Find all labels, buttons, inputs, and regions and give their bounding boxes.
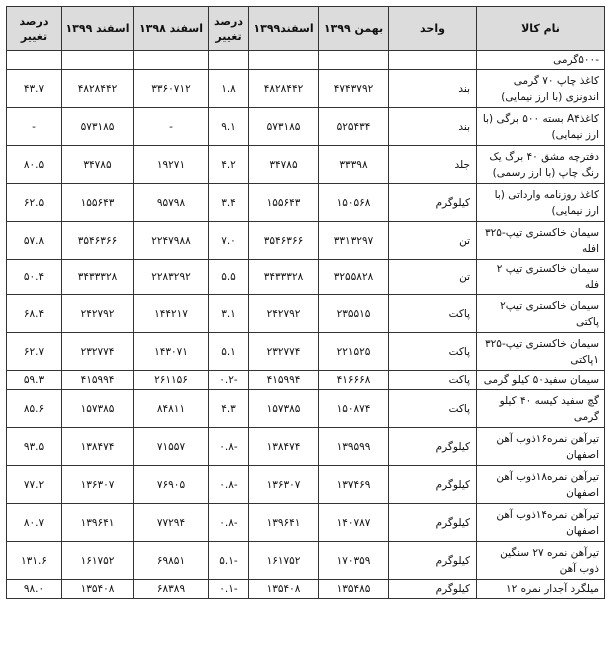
cell-esfand-1399-b: ۱۳۵۴۰۸ — [62, 580, 134, 599]
table-row — [7, 371, 605, 390]
cell-bahman-1399: ۱۷۰۳۵۹ — [319, 542, 389, 580]
cell-esfand-1398: ۹۵۷۹۸ — [134, 184, 209, 222]
cell-bahman-1399: ۳۳۱۳۲۹۷ — [319, 222, 389, 260]
cell-esfand-1398: ۱۴۴۲۱۷ — [134, 295, 209, 333]
cell-esfand-1399-a: ۴۸۲۸۴۴۲ — [249, 70, 319, 108]
cell-item-name: سیمان خاکستری تیپ ۲ فله — [477, 260, 605, 295]
cell-unit: جلد — [389, 146, 477, 184]
table-body — [7, 51, 605, 599]
table-row — [7, 504, 605, 542]
cell-percent-change-yearly: ۸۰.۷ — [7, 504, 62, 542]
table-row — [7, 295, 605, 333]
cell-bahman-1399: ۲۲۱۵۲۵ — [319, 333, 389, 371]
cell-percent-change-monthly: -۰.۸ — [209, 428, 249, 466]
price-table-container — [6, 6, 604, 599]
cell-percent-change-yearly: ۸۰.۵ — [7, 146, 62, 184]
price-change-table — [6, 6, 605, 599]
cell-percent-change-yearly: ۷۷.۲ — [7, 466, 62, 504]
header-row — [7, 7, 605, 51]
header-percent-change-monthly: درصد تغییر — [209, 7, 249, 51]
cell-esfand-1399-b: ۱۳۸۴۷۴ — [62, 428, 134, 466]
cell-percent-change-monthly: -۰.۸ — [209, 504, 249, 542]
cell-percent-change-yearly: ۵۷.۸ — [7, 222, 62, 260]
cell-bahman-1399: ۱۳۹۵۹۹ — [319, 428, 389, 466]
cell-percent-change-yearly: ۹۳.۵ — [7, 428, 62, 466]
cell-unit: کیلوگرم — [389, 580, 477, 599]
header-esfand-1398: اسفند ۱۳۹۸ — [134, 7, 209, 51]
cell-esfand-1398: ۳۳۶۰۷۱۲ — [134, 70, 209, 108]
cell-bahman-1399: ۱۳۵۴۸۵ — [319, 580, 389, 599]
cell-esfand-1399-b: ۴۱۵۹۹۴ — [62, 371, 134, 390]
cell-item-name: کاغذA۴ بسته ۵۰۰ برگی (با ارز نیمایی) — [477, 108, 605, 146]
cell-unit: پاکت — [389, 295, 477, 333]
cell-percent-change-monthly — [209, 51, 249, 70]
table-row — [7, 542, 605, 580]
cell-esfand-1398: ۷۷۲۹۴ — [134, 504, 209, 542]
cell-percent-change-yearly: ۱۳۱.۶ — [7, 542, 62, 580]
cell-unit: پاکت — [389, 371, 477, 390]
cell-unit: بند — [389, 108, 477, 146]
table-row — [7, 222, 605, 260]
table-row — [7, 428, 605, 466]
cell-unit: پاکت — [389, 390, 477, 428]
cell-esfand-1399-b: ۴۸۲۸۴۴۲ — [62, 70, 134, 108]
cell-esfand-1398: ۸۴۸۱۱ — [134, 390, 209, 428]
cell-item-name: تیرآهن نمره۱۶ذوب آهن اصفهان — [477, 428, 605, 466]
cell-esfand-1399-b: ۳۵۴۶۳۶۶ — [62, 222, 134, 260]
cell-item-name: گچ سفید کیسه ۴۰ کیلو گرمی — [477, 390, 605, 428]
cell-esfand-1399-b: ۳۴۳۳۳۲۸ — [62, 260, 134, 295]
cell-percent-change-yearly: ۵۹.۳ — [7, 371, 62, 390]
cell-esfand-1398: ۲۲۴۷۹۸۸ — [134, 222, 209, 260]
cell-esfand-1399-b: ۱۳۶۳۰۷ — [62, 466, 134, 504]
cell-unit — [389, 51, 477, 70]
cell-unit: کیلوگرم — [389, 466, 477, 504]
cell-unit: تن — [389, 222, 477, 260]
cell-bahman-1399: ۱۵۰۵۶۸ — [319, 184, 389, 222]
cell-esfand-1399-a: ۱۳۸۴۷۴ — [249, 428, 319, 466]
cell-percent-change-monthly: -۰.۱ — [209, 580, 249, 599]
cell-esfand-1399-a: ۳۴۳۳۳۲۸ — [249, 260, 319, 295]
table-row — [7, 108, 605, 146]
cell-percent-change-monthly: -۰.۸ — [209, 466, 249, 504]
cell-percent-change-yearly: ۸۵.۶ — [7, 390, 62, 428]
cell-esfand-1398: ۱۹۲۷۱ — [134, 146, 209, 184]
cell-bahman-1399: ۵۲۵۴۳۴ — [319, 108, 389, 146]
cell-esfand-1399-a: ۵۷۳۱۸۵ — [249, 108, 319, 146]
cell-esfand-1399-a: ۱۳۶۳۰۷ — [249, 466, 319, 504]
cell-esfand-1399-b: ۱۶۱۷۵۲ — [62, 542, 134, 580]
cell-esfand-1399-b: ۳۴۷۸۵ — [62, 146, 134, 184]
cell-esfand-1399-b: ۱۳۹۶۴۱ — [62, 504, 134, 542]
cell-item-name: میلگرد آجدار نمره ۱۲ — [477, 580, 605, 599]
cell-item-name: دفترچه مشق ۴۰ برگ یک رنگ چاپ (با ارز رسمی) — [477, 146, 605, 184]
cell-esfand-1399-a: ۱۵۷۳۸۵ — [249, 390, 319, 428]
cell-percent-change-monthly: ۵.۵ — [209, 260, 249, 295]
table-row — [7, 146, 605, 184]
cell-percent-change-yearly: ۴۳.۷ — [7, 70, 62, 108]
cell-item-name: سیمان خاکستری تیپ-۳۲۵ افله — [477, 222, 605, 260]
cell-bahman-1399: ۲۳۵۵۱۵ — [319, 295, 389, 333]
cell-bahman-1399: ۱۳۷۴۶۹ — [319, 466, 389, 504]
cell-bahman-1399: ۳۳۳۹۸ — [319, 146, 389, 184]
cell-esfand-1399-a: ۲۴۲۷۹۲ — [249, 295, 319, 333]
cell-item-name: تیرآهن نمره۱۸ذوب آهن اصفهان — [477, 466, 605, 504]
table-row — [7, 70, 605, 108]
cell-esfand-1398: ۶۸۳۸۹ — [134, 580, 209, 599]
header-item-name: نام کالا — [477, 7, 605, 51]
cell-percent-change-yearly: ۹۸.۰ — [7, 580, 62, 599]
header-percent-change-yearly: درصد تغییر — [7, 7, 62, 51]
cell-esfand-1399-a: ۳۵۴۶۳۶۶ — [249, 222, 319, 260]
cell-unit: کیلوگرم — [389, 428, 477, 466]
cell-unit: تن — [389, 260, 477, 295]
cell-percent-change-monthly: ۴.۳ — [209, 390, 249, 428]
table-row — [7, 580, 605, 599]
cell-percent-change-yearly: - — [7, 108, 62, 146]
table-row — [7, 260, 605, 295]
cell-esfand-1399-a: ۳۴۷۸۵ — [249, 146, 319, 184]
cell-unit: کیلوگرم — [389, 504, 477, 542]
cell-esfand-1398: ۲۶۱۱۵۶ — [134, 371, 209, 390]
cell-unit: بند — [389, 70, 477, 108]
cell-esfand-1398: ۱۴۳۰۷۱ — [134, 333, 209, 371]
cell-percent-change-monthly: -۵.۱ — [209, 542, 249, 580]
table-row — [7, 466, 605, 504]
cell-esfand-1399-a: ۲۳۲۷۷۴ — [249, 333, 319, 371]
cell-esfand-1398: ۷۶۹۰۵ — [134, 466, 209, 504]
cell-bahman-1399: ۴۱۶۶۶۸ — [319, 371, 389, 390]
header-esfand-1399-a: اسفند۱۳۹۹ — [249, 7, 319, 51]
cell-esfand-1399-b: ۲۳۲۷۷۴ — [62, 333, 134, 371]
cell-esfand-1399-b: ۲۴۲۷۹۲ — [62, 295, 134, 333]
cell-bahman-1399: ۳۲۵۵۸۲۸ — [319, 260, 389, 295]
cell-esfand-1399-a: ۱۶۱۷۵۲ — [249, 542, 319, 580]
cell-percent-change-yearly — [7, 51, 62, 70]
cell-unit: کیلوگرم — [389, 542, 477, 580]
cell-esfand-1399-a: ۱۵۵۶۴۳ — [249, 184, 319, 222]
cell-unit: پاکت — [389, 333, 477, 371]
cell-percent-change-monthly: ۴.۲ — [209, 146, 249, 184]
cell-esfand-1399-b: ۱۵۷۳۸۵ — [62, 390, 134, 428]
cell-esfand-1398: ۶۹۸۵۱ — [134, 542, 209, 580]
cell-esfand-1399-b: ۱۵۵۶۴۳ — [62, 184, 134, 222]
cell-bahman-1399 — [319, 51, 389, 70]
cell-esfand-1399-a: ۴۱۵۹۹۴ — [249, 371, 319, 390]
cell-esfand-1398: ۲۲۸۳۲۹۲ — [134, 260, 209, 295]
cell-percent-change-monthly: ۳.۴ — [209, 184, 249, 222]
cell-item-name: -۵۰۰گرمی — [477, 51, 605, 70]
table-row — [7, 51, 605, 70]
cell-percent-change-monthly: ۷.۰ — [209, 222, 249, 260]
cell-esfand-1399-a — [249, 51, 319, 70]
cell-item-name: تیرآهن نمره۱۴ذوب آهن اصفهان — [477, 504, 605, 542]
cell-item-name: سیمان سفید۵۰ کیلو گرمی — [477, 371, 605, 390]
cell-item-name: کاغذ چاپ ۷۰ گرمی اندونزی (با ارز نیمایی) — [477, 70, 605, 108]
cell-item-name: سیمان خاکستری تیپ۲ پاکتی — [477, 295, 605, 333]
cell-esfand-1399-b — [62, 51, 134, 70]
cell-percent-change-monthly: ۳.۱ — [209, 295, 249, 333]
cell-bahman-1399: ۴۷۴۳۷۹۲ — [319, 70, 389, 108]
cell-esfand-1399-a: ۱۳۵۴۰۸ — [249, 580, 319, 599]
cell-esfand-1398: - — [134, 108, 209, 146]
cell-percent-change-monthly: ۱.۸ — [209, 70, 249, 108]
cell-percent-change-monthly: ۵.۱ — [209, 333, 249, 371]
cell-esfand-1398: ۷۱۵۵۷ — [134, 428, 209, 466]
cell-percent-change-yearly: ۶۲.۵ — [7, 184, 62, 222]
cell-percent-change-yearly: ۵۰.۴ — [7, 260, 62, 295]
cell-bahman-1399: ۱۴۰۷۸۷ — [319, 504, 389, 542]
cell-percent-change-monthly: -۰.۲ — [209, 371, 249, 390]
table-row — [7, 184, 605, 222]
cell-item-name: تیرآهن نمره ۲۷ سنگین ذوب آهن — [477, 542, 605, 580]
header-bahman-1399: بهمن ۱۳۹۹ — [319, 7, 389, 51]
header-esfand-1399-b: اسفند ۱۳۹۹ — [62, 7, 134, 51]
cell-bahman-1399: ۱۵۰۸۷۴ — [319, 390, 389, 428]
table-row — [7, 333, 605, 371]
cell-esfand-1399-a: ۱۳۹۶۴۱ — [249, 504, 319, 542]
cell-esfand-1398 — [134, 51, 209, 70]
cell-item-name: سیمان خاکستری تیپ-۳۲۵ ۱پاکتی — [477, 333, 605, 371]
header-unit: واحد — [389, 7, 477, 51]
cell-item-name: کاغذ روزنامه وارداتی (با ارز نیمایی) — [477, 184, 605, 222]
cell-unit: کیلوگرم — [389, 184, 477, 222]
cell-esfand-1399-b: ۵۷۳۱۸۵ — [62, 108, 134, 146]
cell-percent-change-yearly: ۶۸.۴ — [7, 295, 62, 333]
cell-percent-change-yearly: ۶۲.۷ — [7, 333, 62, 371]
cell-percent-change-monthly: ۹.۱ — [209, 108, 249, 146]
table-row — [7, 390, 605, 428]
